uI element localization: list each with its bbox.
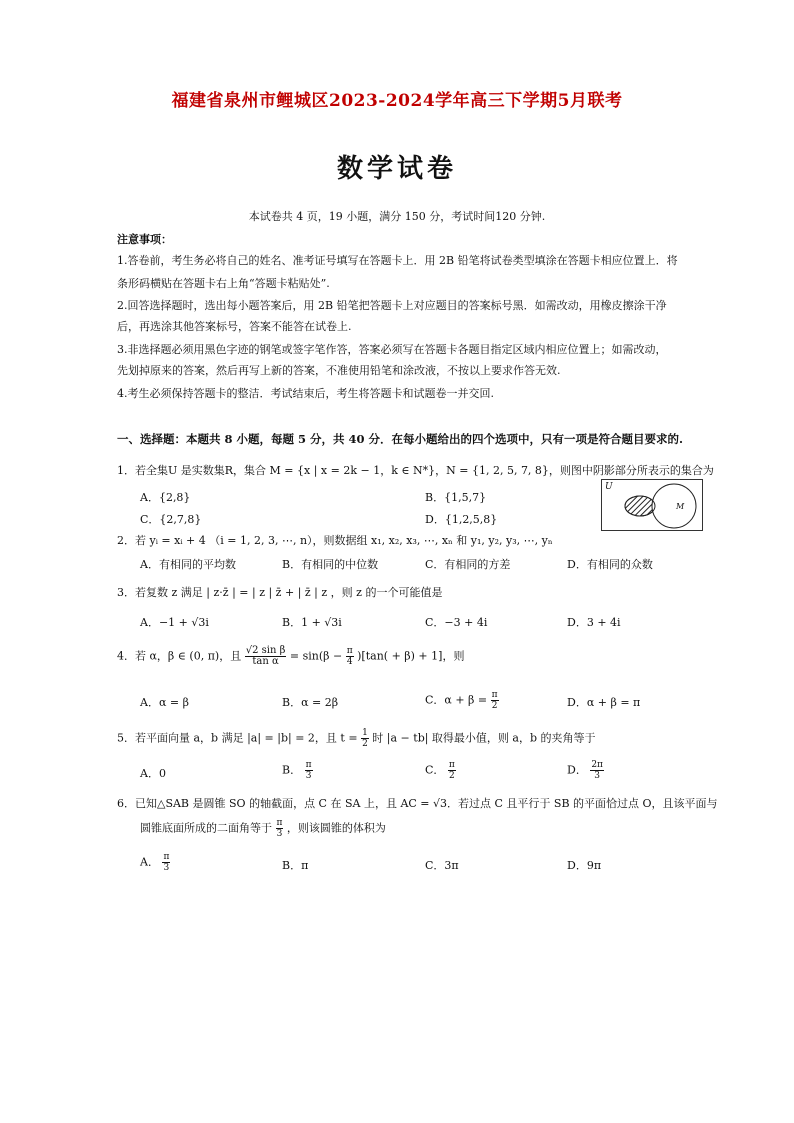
- question-6-option-d: D．9π: [567, 859, 602, 872]
- fraction-numerator: √2 sin β: [245, 645, 286, 656]
- question-2-option-c: C．有相同的方差: [425, 558, 511, 571]
- question-4-stem-post: )[tan( + β) + 1]，则: [357, 649, 465, 663]
- fraction-denominator: 3: [276, 829, 283, 839]
- question-5-option-c: [425, 760, 456, 781]
- question-4-option-d: D．α + β = π: [567, 696, 641, 709]
- note-line: 2.回答选择题时，选出每小题答案后，用 2B 铅笔把答题卡上对应题目的答案标号黑．如需改动，用橡皮擦涂干净: [117, 299, 667, 312]
- question-4-pi-over-4: [346, 646, 354, 667]
- set-m-circle: [652, 484, 696, 528]
- question-6-stem-pre: 圆锥底面所成的二面角等于: [140, 821, 272, 835]
- question-6-option-b: B．π: [282, 859, 309, 872]
- question-3-option-c: C．−3 + 4i: [425, 616, 488, 629]
- option-fraction: [590, 760, 604, 781]
- note-line: 4.考生必须保持答题卡的整洁．考试结束后，考生将答题卡和试题卷一并交回.: [117, 387, 494, 400]
- question-2-option-d: D．有相同的众数: [567, 558, 653, 571]
- question-4-stem-pre: 4．若 α，β ∈ (0, π)，且: [117, 649, 242, 663]
- question-3-option-a: A．−1 + √3i: [140, 616, 209, 629]
- note-line: 1.答卷前，考生务必将自己的姓名、准考证号填写在答题卡上．用 2B 铅笔将试卷类型填涂在答题卡相应位置上．将: [117, 254, 678, 267]
- question-1-option-b: B．{1,5,7}: [425, 491, 487, 504]
- question-6-option-a: [140, 852, 170, 873]
- question-5-option-a: A．0: [140, 767, 166, 780]
- fraction-numerator: π: [346, 646, 353, 656]
- fraction-denominator: 3: [163, 863, 170, 873]
- question-6-angle-fraction: [276, 818, 284, 839]
- option-text: B．: [282, 763, 302, 777]
- fraction-denominator: 3: [594, 771, 601, 781]
- fraction-denominator: 2: [491, 701, 498, 711]
- question-1-option-a: A．{2,8}: [140, 491, 191, 504]
- fraction-numerator: 2π: [591, 760, 603, 770]
- question-5-option-b: [282, 760, 313, 781]
- fraction-denominator: 3: [305, 771, 312, 781]
- venn-label-u: U: [605, 482, 613, 492]
- fraction-numerator: π: [305, 760, 312, 770]
- fraction-denominator: 2: [362, 739, 368, 749]
- question-4-option-c: [425, 690, 499, 711]
- question-5-option-d: [567, 760, 604, 781]
- option-text: C．: [425, 763, 445, 777]
- question-1-option-d: D．{1,2,5,8}: [425, 513, 498, 526]
- option-text: A．: [140, 855, 159, 869]
- question-6-stem-line-2: [140, 818, 386, 839]
- notes-heading: 注意事项：: [117, 233, 172, 246]
- option-text: D．: [567, 763, 587, 777]
- question-3-option-d: D．3 + 4i: [567, 616, 621, 629]
- fraction-numerator: π: [163, 852, 170, 862]
- venn-diagram: [601, 479, 703, 531]
- question-6-stem-post: ，则该圆锥的体积为: [286, 821, 386, 835]
- question-3-option-b: B．1 + √3i: [282, 616, 342, 629]
- question-5-stem-pre: 5．若平面向量 a，b 满足 |a| = |b| = 2，且 t =: [117, 731, 358, 745]
- question-4-option-b: B．α = 2β: [282, 696, 339, 709]
- note-line: 后，再选涂其他答案标号，答案不能答在试卷上.: [117, 320, 352, 333]
- exam-info: 本试卷共 4 页，19 小题，满分 150 分，考试时间120 分钟.: [248, 210, 546, 223]
- question-4-option-a: A．α = β: [140, 696, 189, 709]
- option-fraction: [491, 690, 499, 711]
- question-1-stem: 1．若全集U 是实数集R，集合 M = {x | x = 2k − 1，k ∈ N*}，N = {1, 2, 5, 7, 8}，则图中阴影部分所表示的集合为: [117, 464, 714, 477]
- option-fraction: [448, 760, 456, 781]
- exam-subject-title: 数学试卷: [336, 154, 457, 184]
- venn-diagram-svg: [602, 480, 702, 530]
- section-heading: 一、选择题：本题共 8 小题，每题 5 分，共 40 分．在每小题给出的四个选项中，只有一项是符合题目要求的.: [117, 432, 684, 446]
- question-5-stem-post: 时 |a − tb| 取得最小值，则 a，b 的夹角等于: [372, 731, 596, 745]
- question-4-stem: [117, 646, 464, 667]
- question-4-stem-mid: = sin(β −: [289, 649, 343, 663]
- venn-label-m: M: [676, 502, 685, 511]
- question-2-stem: 2．若 yᵢ = xᵢ + 4 （i = 1, 2, 3, ⋯, n），则数据组 x₁, x₂, x₃, ⋯, xₙ 和 y₁, y₂, y₃, ⋯, yₙ: [117, 534, 553, 547]
- question-5-t-fraction: [361, 728, 369, 749]
- question-5-stem: [117, 728, 596, 749]
- exam-source-title: 福建省泉州市鲤城区2023-2024学年高三下学期5月联考: [171, 91, 623, 111]
- note-line: 3.非选择题必须用黑色字迹的钢笔或签字笔作答，答案必须写在答题卡各题目指定区域内相应位置上；如需改动，: [117, 343, 667, 356]
- question-4-fraction: [245, 646, 287, 667]
- fraction-numerator: π: [491, 690, 498, 700]
- note-line: 先划掉原来的答案，然后再写上新的答案，不准使用铅笔和涂改液，不按以上要求作答无效.: [117, 364, 561, 377]
- fraction-denominator: 2: [449, 771, 455, 781]
- note-line: 条形码横贴在答题卡右上角“答题卡粘贴处”.: [117, 277, 330, 290]
- fraction-denominator: 4: [346, 657, 353, 667]
- question-2-option-a: A．有相同的平均数: [140, 558, 236, 571]
- question-3-stem: 3．若复数 z 满足 | z·z̄ | = | z | z̄ + | z̄ | z ，则 z 的一个可能值是: [117, 586, 443, 599]
- fraction-numerator: π: [448, 760, 455, 770]
- fraction-numerator: 1: [362, 728, 368, 738]
- option-fraction: [162, 852, 170, 873]
- fraction-numerator: π: [276, 818, 283, 828]
- question-2-option-b: B．有相同的中位数: [282, 558, 379, 571]
- fraction-denominator: tan α: [252, 656, 279, 667]
- option-fraction: [305, 760, 313, 781]
- question-1-option-c: C．{2,7,8}: [140, 513, 202, 526]
- question-6-stem-line-1: 6．已知△SAB 是圆锥 SO 的轴截面，点 C 在 SA 上，且 AC = √3．若过点 C 且平行于 SB 的平面恰过点 O，且该平面与: [117, 797, 718, 810]
- option-text: C．α + β =: [425, 693, 488, 707]
- question-6-option-c: C．3π: [425, 859, 459, 872]
